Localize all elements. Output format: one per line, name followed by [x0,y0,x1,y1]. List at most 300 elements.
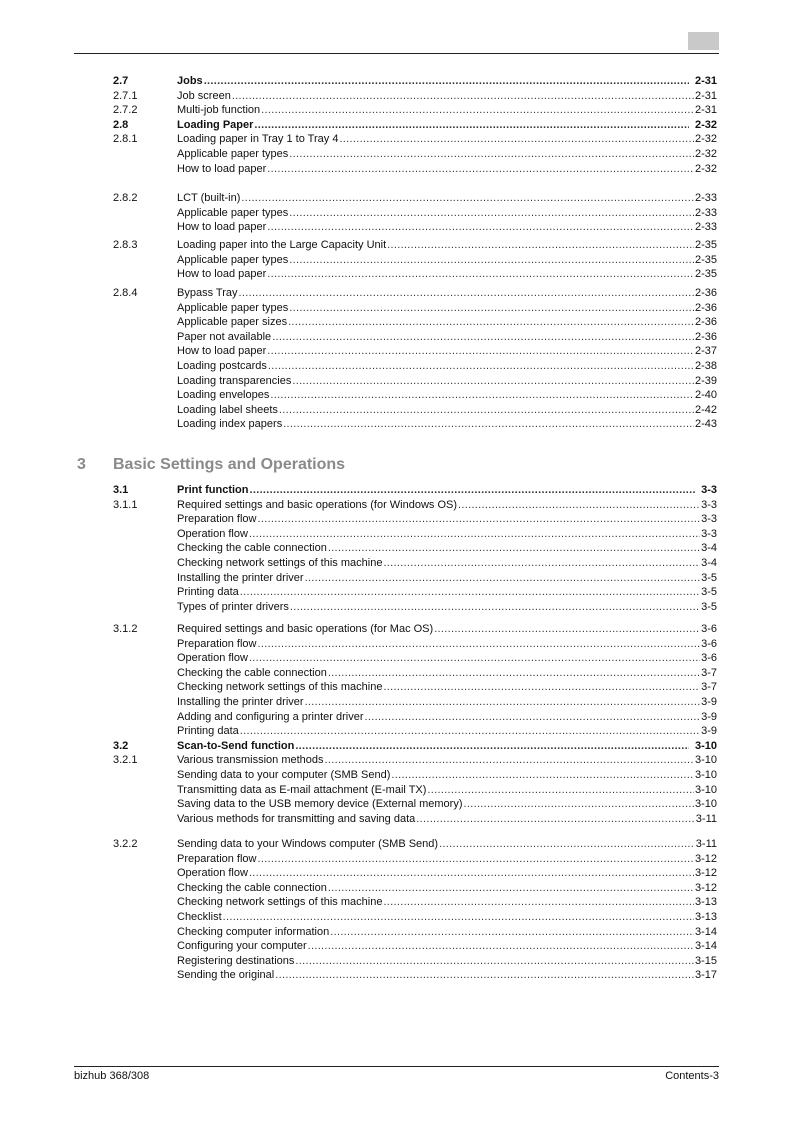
toc-entry-line [177,103,717,118]
toc-entry-line [177,651,717,666]
toc-entry-line [177,541,717,556]
toc-entry-line [177,498,717,513]
toc-entry-line [177,637,717,652]
toc-entry[interactable] [0,541,793,556]
toc-entry-line [177,695,717,710]
toc-entry-title: Scan-to-Send function [177,739,295,752]
toc-entry-page: 2-35 [694,268,717,281]
toc-entry-line [177,118,717,133]
dot-leader [328,666,700,681]
toc-entry-line [177,417,717,432]
dot-leader [258,512,701,527]
toc-entry-line [177,267,717,282]
toc-entry-line [177,238,717,253]
toc-entry-page: 3-5 [701,571,717,584]
toc-entry-page: 3-12 [694,852,717,865]
toc-entry-page: 3-10 [694,783,717,796]
toc-entry[interactable] [0,162,793,177]
toc-entry-number: 3.1.2 [113,623,138,635]
toc-entry-title: Various methods for transmitting and saving data [177,812,416,825]
dot-leader [328,541,700,556]
toc-entry-page: 3-6 [701,623,717,635]
toc-group [0,483,793,614]
toc-entry-page: 3-14 [694,940,717,953]
toc-entry[interactable] [0,866,793,881]
toc-entry-line [177,753,717,768]
dot-leader [391,768,694,783]
dot-leader [289,147,694,162]
toc-entry-page: 3-9 [701,695,717,708]
toc-entry-page: 2-43 [694,418,717,431]
toc-entry[interactable] [0,837,793,852]
toc-entry-title: Transmitting data as E-mail attachment (E-mail TX) [177,783,427,796]
toc-entry-page: 3-6 [701,652,717,665]
toc-entry-page: 2-42 [694,403,717,416]
toc-entry-line [177,600,717,615]
toc-entry-title: Loading index papers [177,418,283,431]
dot-leader [254,118,689,133]
toc-entry[interactable] [0,220,793,235]
dot-leader [261,103,694,118]
toc-entry-title: Loading label sheets [177,403,278,416]
toc-entry-page: 3-9 [701,725,717,738]
toc-entry-page: 3-15 [694,954,717,967]
dot-leader [439,837,695,852]
dot-leader [267,267,694,282]
toc-entry-page: 3-11 [695,812,717,825]
toc-entry[interactable] [0,238,793,253]
toc-entry-page: 2-32 [694,118,717,131]
toc-entry[interactable] [0,651,793,666]
toc-entry-title: Configuring your computer [177,940,307,953]
toc-entry-page: 3-3 [701,484,717,496]
dot-leader [289,206,694,221]
toc-entry-page: 3-4 [701,556,717,569]
toc-entry-number: 2.7 [113,75,129,87]
toc-entry-page: 2-33 [694,206,717,219]
toc-entry-line [177,344,717,359]
toc-entry-title: Adding and configuring a printer driver [177,710,364,723]
dot-leader [258,852,694,867]
toc-entry-title: Operation flow [177,527,248,540]
toc-entry-line [177,527,717,542]
dot-leader [258,637,701,652]
toc-entry-title: Checking the cable connection [177,666,327,679]
toc-entry[interactable] [0,118,793,133]
toc-entry-page: 3-6 [701,637,717,650]
toc-entry-title: Print function [177,484,249,496]
dot-leader [239,286,694,301]
toc-entry[interactable] [0,637,793,652]
toc-entry-title: Applicable paper types [177,147,289,160]
toc-entry[interactable] [0,895,793,910]
toc-entry-line [177,622,717,637]
toc-entry-title: Loading envelopes [177,389,270,402]
toc-entry-page: 3-5 [701,586,717,599]
toc-entry-title: Checking the cable connection [177,542,327,555]
toc-entry-page: 3-5 [701,600,717,613]
chapter-number: 3 [77,456,86,473]
dot-leader [458,498,700,513]
toc-entry-title: Saving data to the USB memory device (External memory) [177,798,463,811]
toc-entry-title: Job screen [177,89,231,102]
dot-leader [305,695,701,710]
toc-entry-title: Operation flow [177,652,248,665]
toc-entry[interactable] [0,910,793,925]
toc-entry-title: Checking network settings of this machine [177,896,383,909]
toc-entry-line [177,162,717,177]
toc-entry-page: 2-40 [694,389,717,402]
toc-entry-line [177,483,717,498]
dot-leader [339,132,694,147]
toc-entry-number: 3.1 [113,484,129,496]
toc-entry-line [177,881,717,896]
dot-leader [427,783,694,798]
toc-entry[interactable] [0,191,793,206]
toc-entry-title: Types of printer drivers [177,600,289,613]
dot-leader [249,866,694,881]
toc-entry-title: Loading transparencies [177,374,292,387]
toc-entry[interactable] [0,968,793,983]
toc-entry-page: 2-31 [694,75,717,87]
toc-entry[interactable] [0,739,793,754]
toc-entry[interactable] [0,403,793,418]
dot-leader [416,812,695,827]
toc-entry-line [177,852,717,867]
toc-entry-line [177,968,717,983]
toc-entry[interactable] [0,724,793,739]
toc-entry-title: How to load paper [177,221,267,234]
dot-leader [383,556,700,571]
toc-entry-number: 2.8.3 [113,239,138,251]
toc-entry-number: 3.1.1 [113,498,138,511]
dot-leader [241,191,694,206]
toc-entry[interactable] [0,132,793,147]
toc-entry-line [177,797,717,812]
toc-entry-page: 2-36 [694,301,717,314]
toc-group [0,191,793,235]
toc-entry-number: 2.8.4 [113,287,138,299]
toc-entry[interactable] [0,103,793,118]
toc-entry-title: Loading paper into the Large Capacity Unit [177,239,387,251]
dot-leader [330,925,694,940]
toc-entry-title: How to load paper [177,162,267,175]
toc-entry[interactable] [0,74,793,89]
toc-group [0,238,793,282]
toc-entry-page: 3-12 [694,881,717,894]
toc-entry-line [177,866,717,881]
toc-entry-line [177,895,717,910]
toc-entry-line [177,768,717,783]
dot-leader [434,622,700,637]
dot-leader [383,680,700,695]
toc-entry-page: 3-7 [701,681,717,694]
toc-entry-line [177,132,717,147]
toc-entry-page: 2-39 [694,374,717,387]
toc-entry-title: Checking computer information [177,925,330,938]
toc-entry-page: 3-10 [694,739,717,752]
toc-entry-line [177,330,717,345]
toc-entry-line [177,739,717,754]
dot-leader [365,710,701,725]
toc-entry-title: Various transmission methods [177,754,324,767]
toc-entry-number: 2.8 [113,118,129,131]
toc-entry[interactable] [0,206,793,221]
toc-entry[interactable] [0,852,793,867]
toc-entry[interactable] [0,512,793,527]
toc-entry-title: Sending data to your computer (SMB Send) [177,768,391,781]
dot-leader [288,315,694,330]
toc-entry-page: 2-35 [694,239,717,251]
toc-entry-line [177,315,717,330]
toc-entry-title: Required settings and basic operations (for Windows OS) [177,498,458,511]
toc-entry[interactable] [0,89,793,104]
toc-entry-line [177,74,717,89]
toc-entry[interactable] [0,954,793,969]
toc-entry-title: Loading Paper [177,118,254,131]
toc-entry[interactable] [0,483,793,498]
toc-entry[interactable] [0,812,793,827]
toc-entry[interactable] [0,315,793,330]
toc-entry-number: 2.7.1 [113,89,138,102]
chapter-title: Basic Settings and Operations [113,456,346,473]
dot-leader [232,89,694,104]
dot-leader [464,797,694,812]
toc-entry-page: 3-11 [695,838,717,850]
toc-entry[interactable] [0,374,793,389]
toc-entry-title: Bypass Tray [177,287,238,299]
dot-leader [383,895,694,910]
toc-entry[interactable] [0,768,793,783]
toc-entry-title: Installing the printer driver [177,571,304,584]
toc-entry-page: 2-31 [694,104,717,117]
toc-entry-page: 3-7 [701,666,717,679]
dot-leader [289,301,694,316]
toc-entry-line [177,253,717,268]
dot-leader [308,939,694,954]
toc-entry-line [177,191,717,206]
toc-entry-line [177,954,717,969]
toc-entry-page: 3-14 [694,925,717,938]
toc-entry-title: Preparation flow [177,513,257,526]
toc-entry-page: 2-32 [694,162,717,175]
toc-entry[interactable] [0,666,793,681]
toc-entry-title: Paper not available [177,330,272,343]
toc-entry[interactable] [0,527,793,542]
toc-entry[interactable] [0,600,793,615]
toc-entry-line [177,585,717,600]
toc-group [0,837,793,983]
toc-entry-title: Installing the printer driver [177,695,304,708]
toc-entry-title: Printing data [177,586,239,599]
toc-entry-line [177,286,717,301]
toc-entry[interactable] [0,267,793,282]
dot-leader [275,968,694,983]
toc-entry-line [177,939,717,954]
toc-entry-page: 3-3 [701,513,717,526]
toc-entry-title: Operation flow [177,867,248,880]
toc-entry-page: 3-3 [701,527,717,540]
toc-entry-title: Preparation flow [177,852,257,865]
toc-entry-page: 3-10 [694,754,717,767]
toc-entry-page: 2-37 [694,345,717,358]
toc-entry[interactable] [0,797,793,812]
dot-leader [289,253,694,268]
toc-entry-title: LCT (built-in) [177,192,241,204]
toc-entry[interactable] [0,498,793,513]
dot-leader [325,753,694,768]
dot-leader [250,483,696,498]
toc-entry-line [177,206,717,221]
toc-entry-number: 2.8.2 [113,192,138,204]
toc-entry-title: Required settings and basic operations (for Mac OS) [177,623,434,635]
toc-entry-page: 2-36 [694,330,717,343]
toc-entry-page: 2-35 [694,253,717,266]
toc-entry-title: How to load paper [177,268,267,281]
header-rule [74,53,719,54]
toc-entry[interactable] [0,695,793,710]
dot-leader [268,359,694,374]
dot-leader [249,651,700,666]
toc-entry-page: 2-38 [694,359,717,372]
chapter-heading [0,456,793,478]
toc-entry-line [177,220,717,235]
toc-entry[interactable] [0,585,793,600]
toc-entry-page: 3-4 [701,542,717,555]
toc-entry[interactable] [0,301,793,316]
toc-entry-line [177,710,717,725]
toc-entry[interactable] [0,147,793,162]
toc-entry-title: Multi-job function [177,104,261,117]
toc-entry-line [177,812,717,827]
toc-entry-number: 2.8.1 [113,133,138,146]
toc-entry[interactable] [0,783,793,798]
toc-entry-line [177,374,717,389]
toc-entry-title: Jobs [177,75,203,87]
toc-entry-title: How to load paper [177,345,267,358]
toc-entry[interactable] [0,622,793,637]
toc-entry-page: 3-3 [701,498,717,511]
toc-entry-line [177,388,717,403]
toc-entry-line [177,301,717,316]
toc-entry-title: Checklist [177,910,222,923]
dot-leader [240,724,700,739]
dot-leader [328,881,694,896]
toc-entry-page: 2-36 [694,287,717,299]
toc-entry-title: Applicable paper types [177,206,289,219]
toc-group [0,286,793,432]
footer-page-number: Contents-3 [665,1070,719,1082]
toc-entry-title: Applicable paper types [177,301,289,314]
toc-entry[interactable] [0,388,793,403]
toc-entry-number: 3.2 [113,739,129,752]
toc-entry-line [177,925,717,940]
dot-leader [267,162,694,177]
dot-leader [267,220,694,235]
toc-entry-line [177,783,717,798]
dot-leader [295,954,694,969]
toc-entry-page: 3-10 [694,798,717,811]
dot-leader [272,330,694,345]
dot-leader [240,585,700,600]
dot-leader [295,739,689,754]
dot-leader [279,403,694,418]
dot-leader [270,388,694,403]
toc-entry[interactable] [0,417,793,432]
toc-entry-page: 3-12 [694,867,717,880]
toc-entry-title: Checking network settings of this machine [177,556,383,569]
dot-leader [292,374,694,389]
toc-entry-page: 2-32 [694,133,717,146]
toc-entry-number: 2.7.2 [113,104,138,117]
dot-leader [305,571,701,586]
dot-leader [267,344,694,359]
toc-entry-title: Loading paper in Tray 1 to Tray 4 [177,133,339,146]
toc-entry-line [177,837,717,852]
toc-entry-line [177,680,717,695]
toc-entry-number: 3.2.2 [113,838,138,850]
toc-entry-line [177,512,717,527]
toc-entry[interactable] [0,286,793,301]
toc-entry-line [177,147,717,162]
toc-entry-line [177,666,717,681]
toc-entry-title: Applicable paper sizes [177,316,288,329]
toc-entry-line [177,910,717,925]
toc-entry[interactable] [0,939,793,954]
toc-entry-page: 3-10 [694,768,717,781]
toc-entry-page: 2-36 [694,316,717,329]
toc-group [0,74,793,176]
toc-entry-line [177,724,717,739]
toc-entry-page: 2-31 [694,89,717,102]
dot-leader [204,74,689,89]
toc-entry-title: Preparation flow [177,637,257,650]
dot-leader [249,527,700,542]
toc-entry[interactable] [0,710,793,725]
toc-entry-page: 2-32 [694,147,717,160]
toc-entry-title: Registering destinations [177,954,295,967]
toc-entry-title: Checking the cable connection [177,881,327,894]
toc-entry[interactable] [0,925,793,940]
toc-entry-number: 3.2.1 [113,754,138,767]
toc-entry-line [177,556,717,571]
toc-entry-line [177,403,717,418]
toc-entry-page: 3-17 [694,969,717,982]
toc-entry-page: 2-33 [694,221,717,234]
dot-leader [283,417,694,432]
toc-entry-title: Sending the original [177,969,275,982]
toc-entry-title: Checking network settings of this machine [177,681,383,694]
dot-leader [223,910,694,925]
toc-entry[interactable] [0,881,793,896]
toc-entry-title: Sending data to your Windows computer (SMB Send) [177,838,439,850]
toc-entry[interactable] [0,556,793,571]
toc-entry-line [177,571,717,586]
toc-entry[interactable] [0,359,793,374]
toc-entry[interactable] [0,344,793,359]
toc-entry[interactable] [0,680,793,695]
toc-entry[interactable] [0,753,793,768]
toc-group [0,622,793,826]
page-tab-marker [688,32,719,50]
toc-entry[interactable] [0,571,793,586]
toc-entry-title: Printing data [177,725,239,738]
toc-entry-page: 3-13 [694,910,717,923]
toc-entry[interactable] [0,253,793,268]
toc-entry[interactable] [0,330,793,345]
dot-leader [387,238,694,253]
toc-entry-title: Loading postcards [177,359,267,372]
